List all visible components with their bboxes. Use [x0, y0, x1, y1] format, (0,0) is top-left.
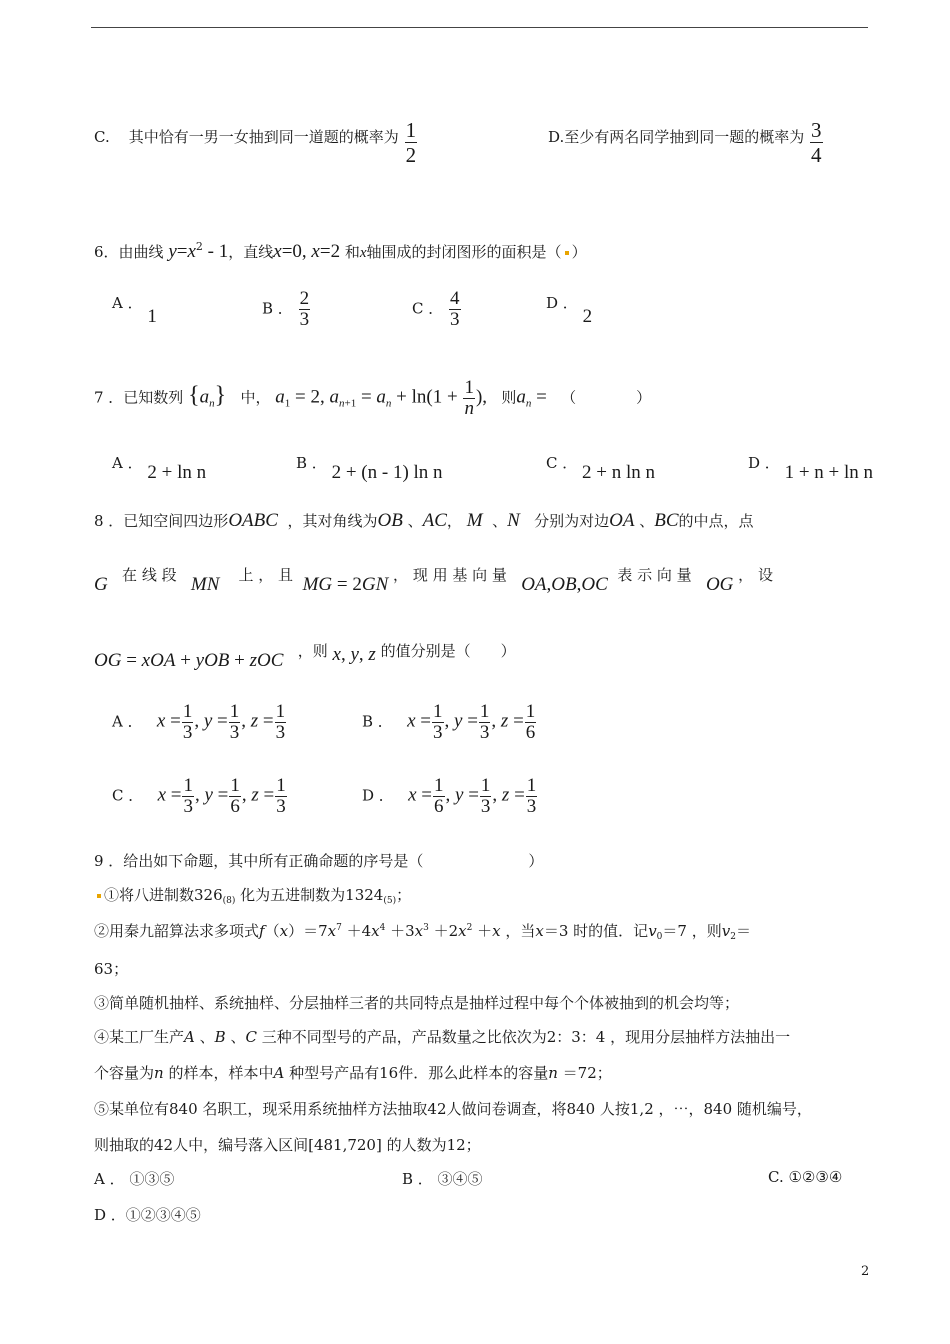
q9-text: 个容量为 — [94, 1064, 155, 1082]
fraction-numerator: 2 — [299, 288, 310, 309]
fraction-denominator: 6 — [525, 722, 536, 743]
option-label: C ． — [546, 454, 578, 472]
q9-statement-1 — [94, 884, 411, 906]
q9-text: ＝7 ，则 — [662, 922, 722, 940]
marker-dot-icon — [565, 251, 569, 255]
q9-stem: 9 ．给出如下命题，其中所有正确命题的序号是（ ） — [94, 852, 544, 870]
marker-dot-icon — [97, 894, 101, 898]
q6-option-d — [546, 292, 593, 327]
q9-statement-5: ⑤某单位有840 名职工，现采用系统抽样方法抽取42人做问卷调查，将840 人按1,2 ，⋯，840 随机编号， — [94, 1100, 812, 1118]
q6-option-b — [262, 289, 311, 330]
q6-suffix: 轴围成的封闭图形的面积是（ — [366, 243, 562, 261]
fraction-numerator: 1 — [479, 701, 490, 722]
q6-mid2: 和 — [344, 243, 360, 261]
q9-option-d: D ．①②③④⑤ — [94, 1206, 201, 1224]
q7-recurrence: a — [275, 386, 285, 408]
q5-option-d-text: D.至少有两名同学抽到同一题的概率为 — [548, 128, 805, 146]
fraction-denominator: 3 — [480, 796, 491, 817]
q9-statement-5-cont: 则抽取的42人中，编号落入区间[481,720] 的人数为12； — [94, 1136, 481, 1154]
q6-option-c — [412, 289, 462, 330]
q8-prefix: 8 ．已知空间四边形 — [94, 512, 229, 530]
q9-text: ＝ — [735, 922, 751, 940]
option-expression: 2 + n ln n — [582, 462, 656, 483]
q6-prefix: 6．由曲线 — [94, 243, 164, 261]
fraction-numerator: 1 — [405, 118, 417, 142]
option-label: C ． — [112, 786, 144, 805]
fraction-numerator: 1 — [183, 775, 193, 796]
q9-statement-3: ③简单随机抽样、系统抽样、分层抽样三者的共同特点是抽样过程中每个个体被抽到的机会均等； — [94, 994, 740, 1012]
q7-prefix: 7 ．已知数列 — [94, 388, 184, 407]
q8-text: 上 ， 且 — [238, 566, 294, 584]
fraction-denominator: 3 — [479, 722, 490, 743]
q9-text: ①将八进制数326 — [104, 886, 223, 904]
option-label: B ． — [362, 712, 393, 731]
q7-mid: 中， — [240, 388, 271, 407]
fraction-denominator: 3 — [276, 796, 286, 817]
q8-text: 的中点，点 — [678, 512, 754, 530]
option-fraction — [299, 289, 311, 330]
page-number: 2 — [861, 1264, 870, 1279]
q9-text: ＝3 时的值．记 — [543, 922, 649, 940]
q8-text: ， 设 — [738, 566, 773, 584]
q9-text: ②用秦九韶算法求多项式 — [94, 922, 260, 940]
fraction-numerator: 1 — [480, 775, 491, 796]
q8-text: 分别为对边 — [534, 512, 610, 530]
option-label: D ． — [748, 454, 780, 472]
fraction-denominator: 3 — [433, 722, 443, 743]
q6-curve-formula: y — [168, 241, 177, 262]
q8-line-3: OG = xOA + yOB + zOC ，则 x, y, z 的值分别是（ ） — [94, 642, 516, 671]
q8-option-c: C ． x = $\frac{1}{3}$ , y = $\frac{1}{6}$ , z = $\frac{1}{3}$ — [112, 775, 286, 817]
q9-text: 化为五进制数为1324 — [240, 886, 384, 904]
q6-option-a — [112, 292, 157, 327]
q9-subscript: (8) — [222, 896, 236, 906]
q7-stem: 7 ．已知数列 $\{a_n\}$ 中， $a_1 = 2$, $a_{n+1} = a_n + \ln(1$ + $\frac{1}{n}$ ), 则$a_n$ = （ ） — [94, 377, 652, 419]
option-label: C ． — [412, 299, 444, 318]
fraction-denominator: 6 — [434, 796, 444, 817]
option-label: A ． — [112, 712, 143, 731]
fraction-denominator: 3 — [275, 722, 286, 743]
q8-text: 表 示 向 量 — [617, 566, 692, 584]
q9-option-c: C. ①②③④ — [768, 1168, 843, 1186]
header-rule — [91, 27, 868, 28]
q9-text: 种型号产品有16件．那么此样本的容量 — [289, 1064, 549, 1082]
q5-option-d — [548, 118, 824, 167]
fraction-numerator: 1 — [434, 775, 444, 796]
q6-stem: 6．由曲线 $y=x^2 - 1$，直线x=0, x=2 和x轴围成的封闭图形的面积是（ ） — [94, 240, 587, 262]
q9-subscript: (5) — [383, 896, 397, 906]
q9-option-a: A ． ①③⑤ — [94, 1170, 175, 1188]
option-label: B ． — [262, 299, 293, 318]
option-label: A ． — [112, 294, 143, 312]
q8-text: ，其对角线为 — [287, 512, 378, 530]
q8-text: 、 — [492, 512, 508, 530]
q9-text: ④某工厂生产 — [94, 1028, 185, 1046]
q5-option-c-fraction — [405, 118, 418, 167]
q7-option-b — [296, 452, 443, 483]
q8-option-a: A ． x = $\frac{1}{3}$ , y = $\frac{1}{3}$ , z = $\frac{1}{3}$ — [112, 701, 286, 743]
q7-paren: （ ） — [561, 388, 652, 407]
q9-option-b: B ． ③④⑤ — [402, 1170, 483, 1188]
option-label: B ． — [296, 454, 327, 472]
q9-text: ＝72； — [562, 1064, 612, 1082]
fraction-numerator: 1 — [526, 775, 537, 796]
fraction-denominator: 3 — [183, 796, 193, 817]
option-expression: 2 + (n - 1) ln n — [331, 462, 443, 483]
fraction-numerator: 1 — [230, 775, 240, 796]
q8-text: ，则 — [297, 642, 328, 660]
q7-sequence: a — [199, 386, 210, 408]
q8-text: ， — [446, 512, 462, 530]
q7-then: 则 — [501, 388, 517, 407]
q9-statement-4: ④某工厂生产A 、B 、C 三种不同型号的产品，产品数量之比依次为2：3：4 ，现用分层抽样方法抽出一 — [94, 1028, 791, 1046]
q9-text: 的样本，样本中 — [168, 1064, 274, 1082]
option-label: D ． — [546, 294, 578, 312]
fraction-denominator: 6 — [230, 796, 240, 817]
q8-text: 在 线 段 — [122, 566, 177, 584]
q7-option-c — [546, 452, 656, 483]
q8-option-d: D ． x = $\frac{1}{6}$ , y = $\frac{1}{3}$ , z = $\frac{1}{3}$ — [362, 775, 537, 817]
fraction-numerator: 1 — [276, 775, 286, 796]
fraction-denominator: 4 — [811, 143, 822, 167]
q5-option-d-fraction — [810, 118, 823, 167]
fraction-denominator: 3 — [299, 309, 310, 330]
q8-text: ， 现 用 基 向 量 — [393, 566, 507, 584]
q6-mid1: ，直线 — [228, 243, 274, 261]
fraction-numerator: 4 — [450, 288, 460, 309]
fraction-numerator: 3 — [811, 118, 822, 142]
option-label: D ． — [362, 786, 394, 805]
q8-text: 的值分别是（ ） — [380, 642, 516, 660]
option-value: 1 — [147, 306, 157, 327]
q9-statement-2: ②用秦九韶算法求多项式$f(x)=7x^7 +4x^4 +3x^3 +2x^2 +x$ ，当x＝3 时的值．记$v_0=7$ ，则$v_2=$ — [94, 922, 751, 942]
q9-statement-4-cont: 个容量为n 的样本，样本中A 种型号产品有16件．那么此样本的容量n ＝72； — [94, 1064, 612, 1082]
q5-option-c-label: C. — [94, 128, 110, 146]
fraction-numerator: 1 — [182, 701, 193, 722]
fraction-denominator: 3 — [229, 722, 240, 743]
q9-text: ； — [396, 886, 412, 904]
q7-option-a — [112, 452, 207, 483]
q5-option-c — [94, 118, 418, 167]
q9-statement-2-cont: 63； — [94, 960, 129, 978]
q9-text: ，当 — [505, 922, 536, 940]
q9-text: 三种不同型号的产品，产品数量之比依次为2：3：4 ，现用分层抽样方法抽出一 — [261, 1028, 791, 1046]
option-value: 2 — [582, 306, 593, 327]
q8-text: 、 — [639, 512, 655, 530]
q8-option-b: B ． x = $\frac{1}{3}$ , y = $\frac{1}{3}$ , z = $\frac{1}{6}$ — [362, 701, 536, 743]
fraction-denominator: 2 — [405, 143, 417, 167]
option-fraction — [449, 289, 461, 330]
fraction-numerator: 1 — [525, 701, 536, 722]
q8-text: 、 — [407, 512, 423, 530]
option-expression: 2 + ln n — [147, 462, 207, 483]
option-label: A ． — [112, 454, 143, 472]
q8-line-2: G 在 线 段 MN 上 ， 且 MG = 2GN ， 现 用 基 向 量 OA,OB,OC 表 示 向 量 OG ， 设 — [94, 566, 773, 595]
q8-line-1: 8 ．已知空间四边形OABC ，其对角线为OB 、AC， M 、N 分别为对边OA 、BC的中点，点 — [94, 510, 754, 531]
fraction-numerator: 1 — [275, 701, 286, 722]
fraction-denominator: 3 — [450, 309, 460, 330]
q6-close: ） — [571, 243, 587, 261]
option-expression: 1 + n + ln n — [784, 462, 874, 483]
q5-option-c-text: 其中恰有一男一女抽到同一道题的概率为 — [128, 128, 399, 146]
fraction-denominator: 3 — [182, 722, 193, 743]
fraction-numerator: 1 — [229, 701, 240, 722]
q7-option-d — [748, 452, 874, 483]
fraction-numerator: 1 — [433, 701, 443, 722]
fraction-denominator: 3 — [526, 796, 537, 817]
